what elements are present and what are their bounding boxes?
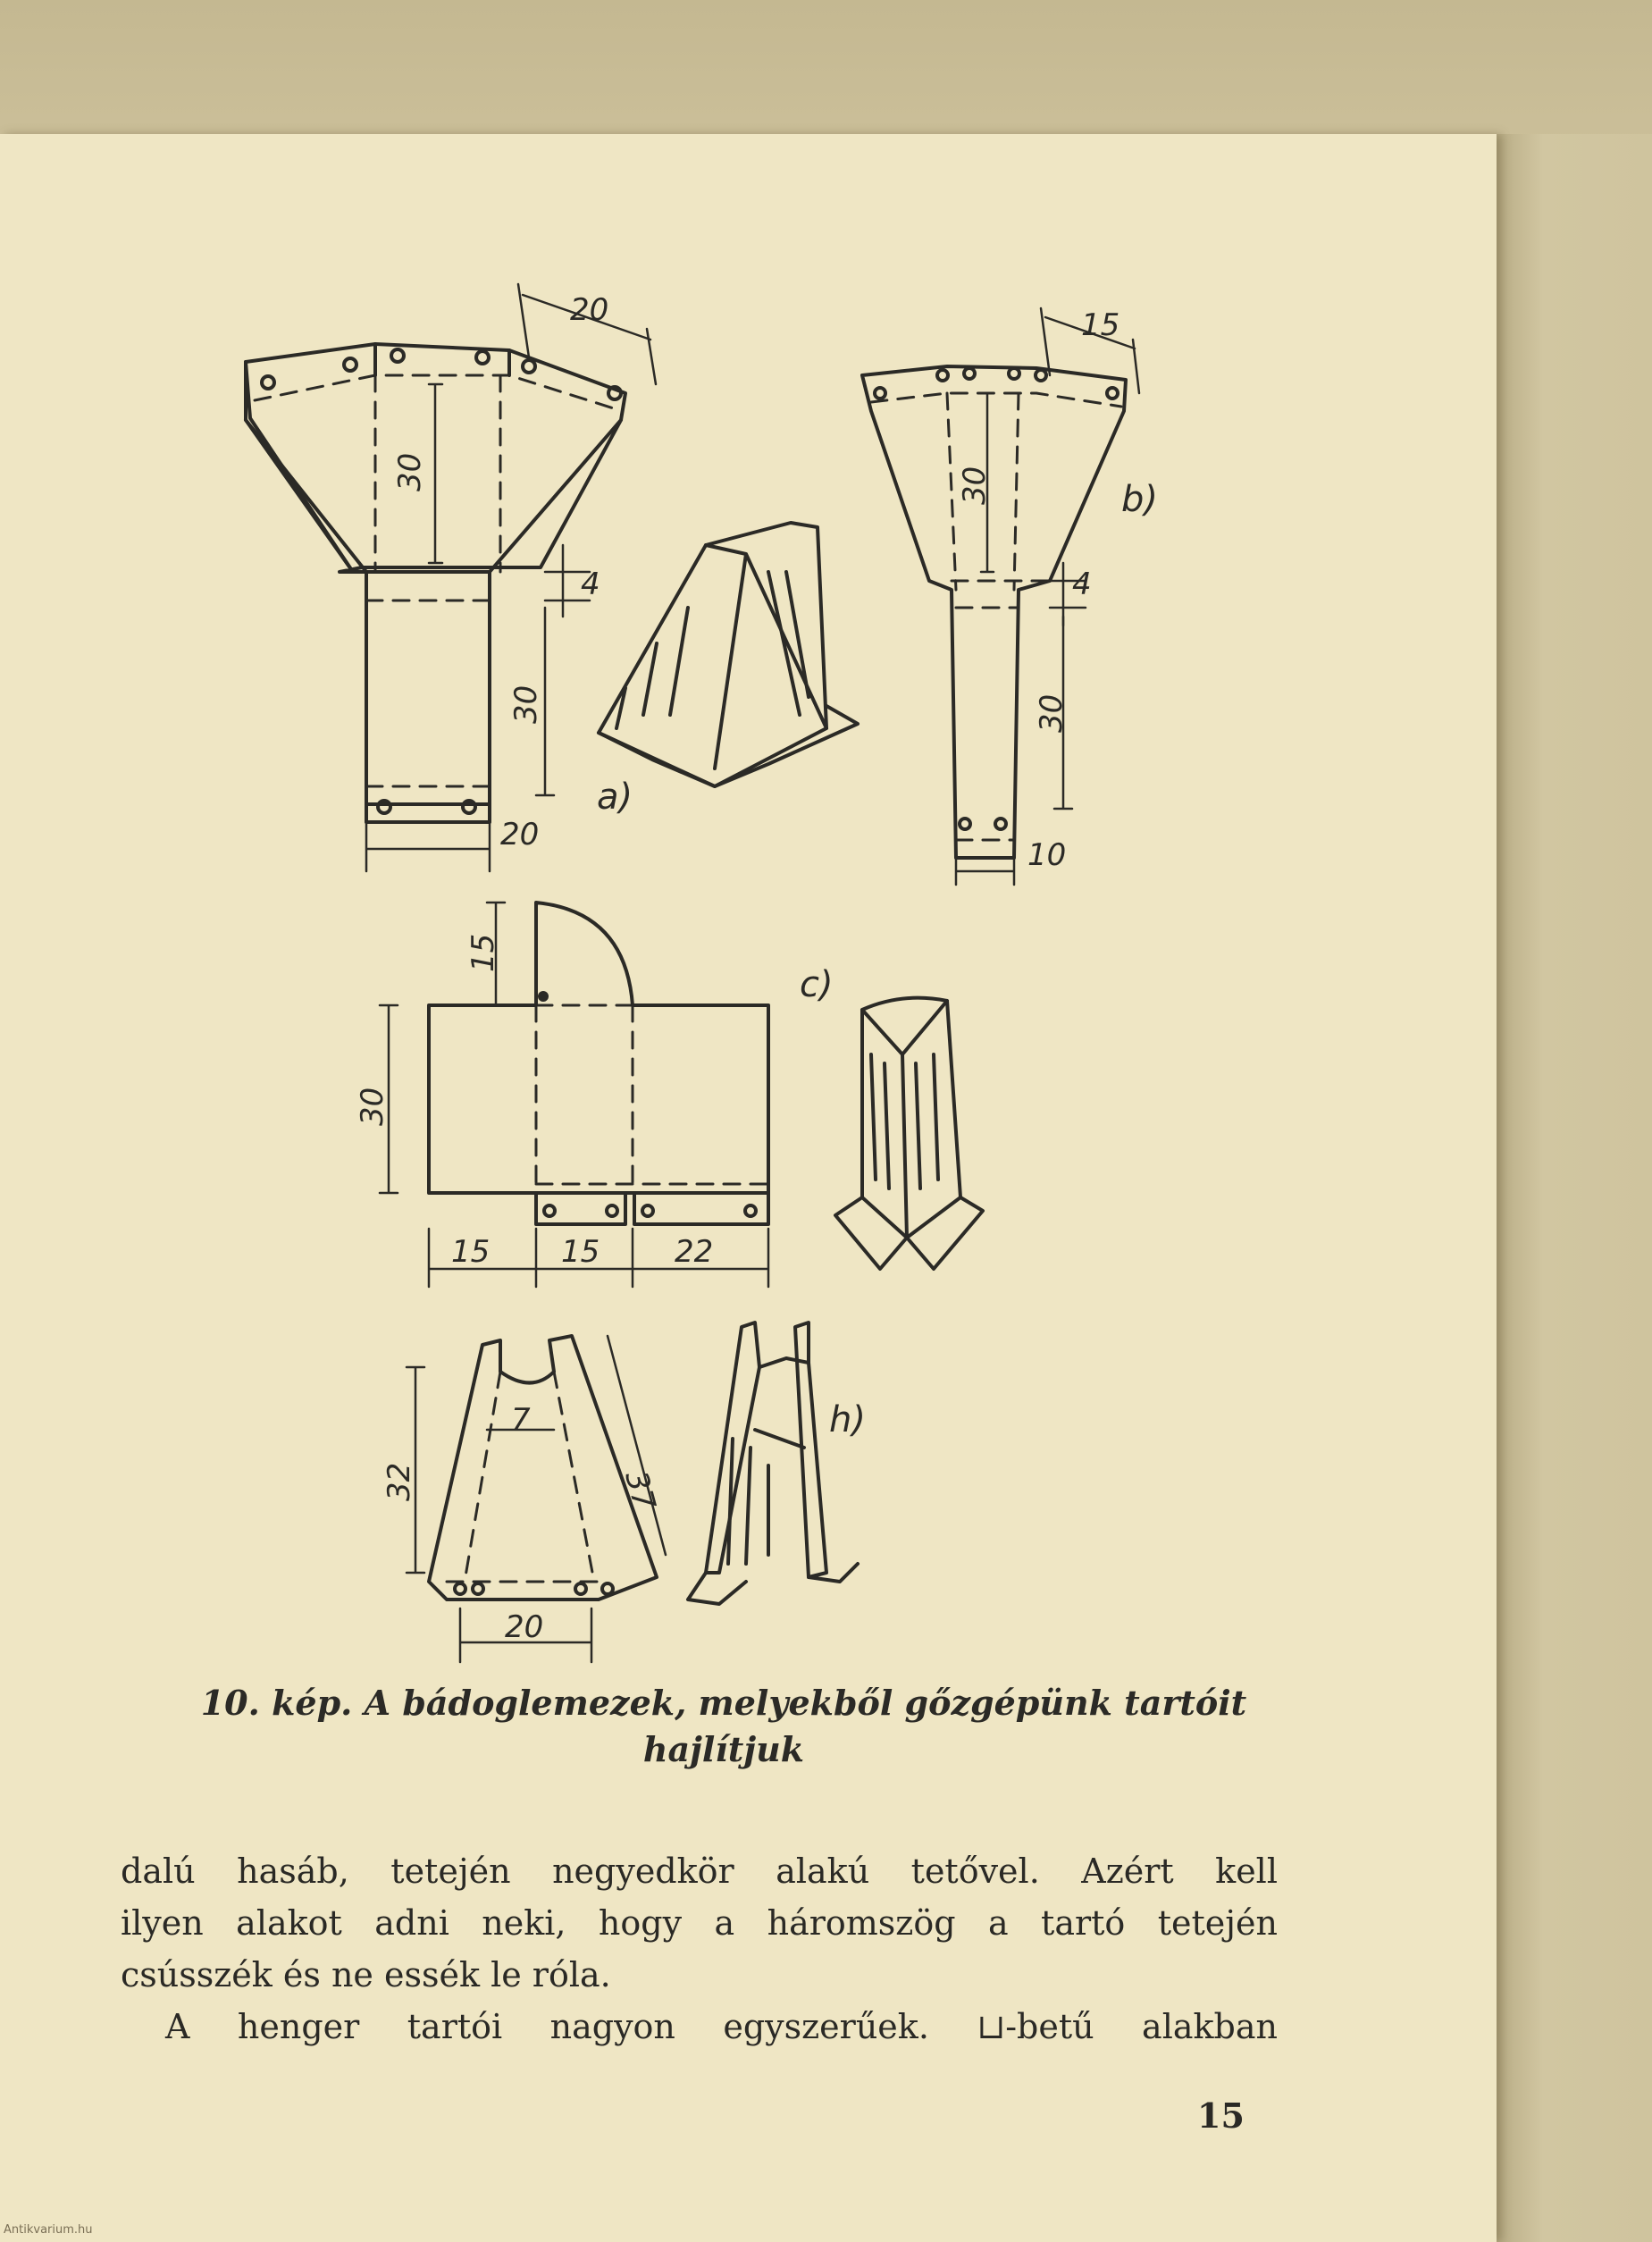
caption-line-1: 10. kép. A bádoglemezek, melyekből gőzgépünk tartóit [200,1683,1247,1723]
support-h-drawing [688,1323,858,1604]
dim-a-gap: 4 [581,567,600,602]
dim-b-lower: 30 [1034,693,1069,733]
dim-c-arc: 15 [465,933,501,972]
body-line-4: A henger tartói nagyon egyszerűek. ⊔-betű alakban [165,2007,1278,2046]
body-paragraph [121,1845,1278,2053]
label-h: h) [829,1399,866,1440]
body-line-3: csússzék és ne essék le róla. [121,1955,611,1994]
page-number: 15 [1197,2095,1245,2136]
caption-line-2: hajlítjuk [642,1729,805,1769]
dim-a-top: 20 [570,292,609,328]
label-b: b) [1121,479,1158,520]
dim-c-height: 30 [355,1087,390,1126]
dim-h-top: 7 [511,1402,531,1438]
watermark: Antikvarium.hu [4,2223,93,2237]
label-c: c) [800,964,834,1005]
dim-a-bottom: 20 [500,817,540,852]
dim-b-bottom: 10 [1027,837,1067,873]
template-b [862,308,1139,885]
dim-a-upper: 30 [392,452,428,491]
dim-c-w2: 15 [561,1234,600,1270]
dim-a-lower: 30 [508,684,544,724]
body-line-2: ilyen alakot adni neki, hogy a háromszög a tartó tetején [121,1903,1278,1943]
figure-caption [170,1680,1278,1773]
dim-h-side: 37 [617,1466,663,1515]
prism-a-drawing [599,523,858,786]
dim-b-upper: 30 [957,466,993,505]
dim-h-bottom: 20 [505,1609,544,1645]
dim-c-w3: 22 [675,1234,714,1270]
prism-c-drawing [835,998,983,1269]
dim-h-height: 32 [382,1462,417,1501]
template-c [380,903,768,1287]
dim-b-gap: 4 [1072,567,1092,602]
label-a: a) [597,777,633,818]
dim-c-w1: 15 [451,1234,491,1270]
dim-b-top: 15 [1081,307,1120,343]
body-line-1: dalú hasáb, tetején negyedkör alakú tetővel. Azért kell [121,1852,1278,1891]
